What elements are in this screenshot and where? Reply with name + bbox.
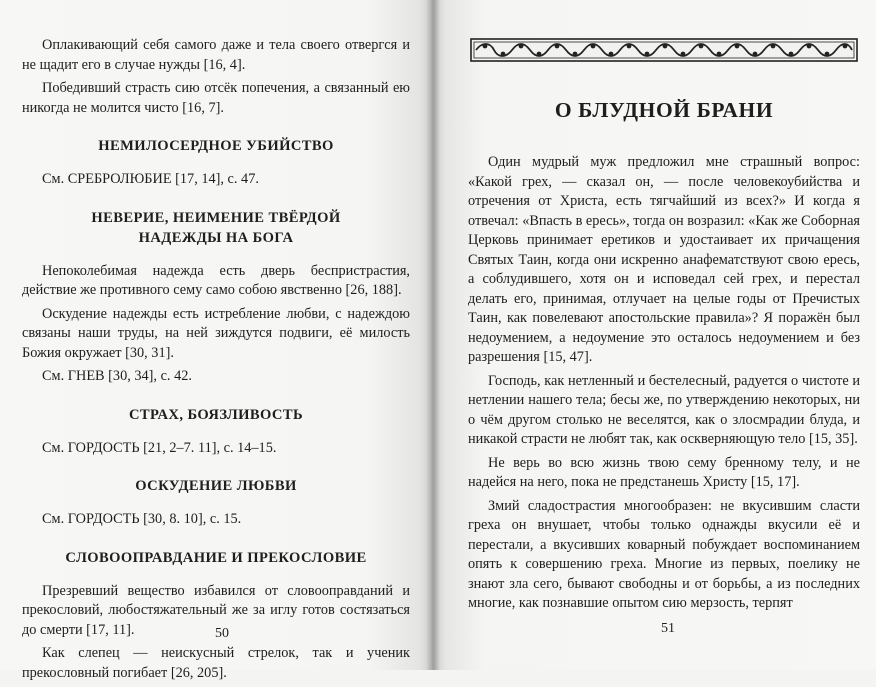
paragraph: Змий сладострастия многообразен: не вкусившим сласти греха он внушает, чтобы только однажды вкусили её и перестали, а вкусивших коварный побуждает воспоминанием опять к совершению греха. Многие из первых, поелику не знают зла сего, бывают свободны и от борьбы, а из последних многие, как познавшие опытом сию мерзость, терпят [468,497,860,611]
paragraph: См. СРЕБРОЛЮБИЕ [17, 14], с. 47. [42,171,259,187]
right-page-text [468,153,860,618]
page-number-right: 51 [661,621,675,636]
page-number-left: 50 [215,626,229,641]
chapter-title: О БЛУДНОЙ БРАНИ [554,98,774,122]
section-heading: НЕМИЛОСЕРДНОЕ УБИЙСТВО [98,138,334,154]
paragraph: Оплакивающий себя самого даже и тела своего отвергся и не щадит его в случае нужды [16, 4]. [22,37,410,73]
paragraph: Один мудрый муж предложил мне страшный вопрос: «Какой грех, — сказал он, — после человекоубийства и отречения от Христа, есть тягчайший из всех?» И когда я отвечал: «Впасть в ересь», тогда он возразил: «Как же Соборная Церковь принимает еретиков и удостаивает их причащения Святых Таин, когда они искренно анафематствуют свою ересь, а соблудившего, хотя он и исповедал сей грех, и перестал делать его, принимая, отлучает на целые годы от Пречистых Таин, как повелевают апостольские правила»? Я поражён был недоумением, а недоумение это осталось недоумением и без разрешения [15, 47]. [468,154,860,365]
paragraph: Оскудение надежды есть истребление любви, с надеждою связаны наши труды, на ней зиждутся подвиги, её милость Божия окружает [30, 31]. [22,305,410,361]
book-gutter [426,0,440,670]
paragraph: См. ГОРДОСТЬ [21, 2–7. 11], с. 14–15. [42,439,277,456]
section-heading: СТРАХ, БОЯЗЛИВОСТЬ [128,406,304,423]
paragraph: Непоколебимая надежда есть дверь беспристрастия, действие же противного сему само собою явственно [26, 188]. [22,262,410,298]
section-heading: НЕВЕРИЕ, НЕИМЕНИЕ ТВЁРДОЙ НАДЕЖДЫ НА БОГА [91,209,341,246]
paragraph: См. ГОРДОСТЬ [30, 8. 10], с. 15. [42,511,242,527]
left-page-text [22,36,410,687]
paragraph: Как слепец — неискусный стрелок, так и ученик прекословный погибает [26, 205]. [22,645,410,681]
ornament-border [470,38,858,62]
paragraph: Не верь во всю жизнь твою сему бренному телу, и не надейся на него, пока не предстанешь Христу [15, 17]. [468,454,860,490]
paragraph: См. ГНЕВ [30, 34], с. 42. [42,368,192,384]
section-heading: СЛОВООПРАВДАНИЕ И ПРЕКОСЛОВИЕ [65,549,367,566]
paragraph: Победивший страсть сию отсёк попечения, а связанный ею никогда не молится чисто [16, 7]. [22,80,410,116]
paragraph: Господь, как нетленный и бестелесный, радуется о чистоте и нетлении нашего тела; бесы же, по утверждению некоторых, ни о чём другом столько не веселятся, как о злосмрадии блуда, и никакой страсти не любят так, как оскверняющую тело [15, 35]. [468,372,860,447]
section-heading: ОСКУДЕНИЕ ЛЮБВИ [135,478,297,494]
paragraph: Презревший вещество избавился от словооправданий и прекословий, любостяжательный же за иглу готов состязаться до смерти [17, 11]. [22,582,410,638]
